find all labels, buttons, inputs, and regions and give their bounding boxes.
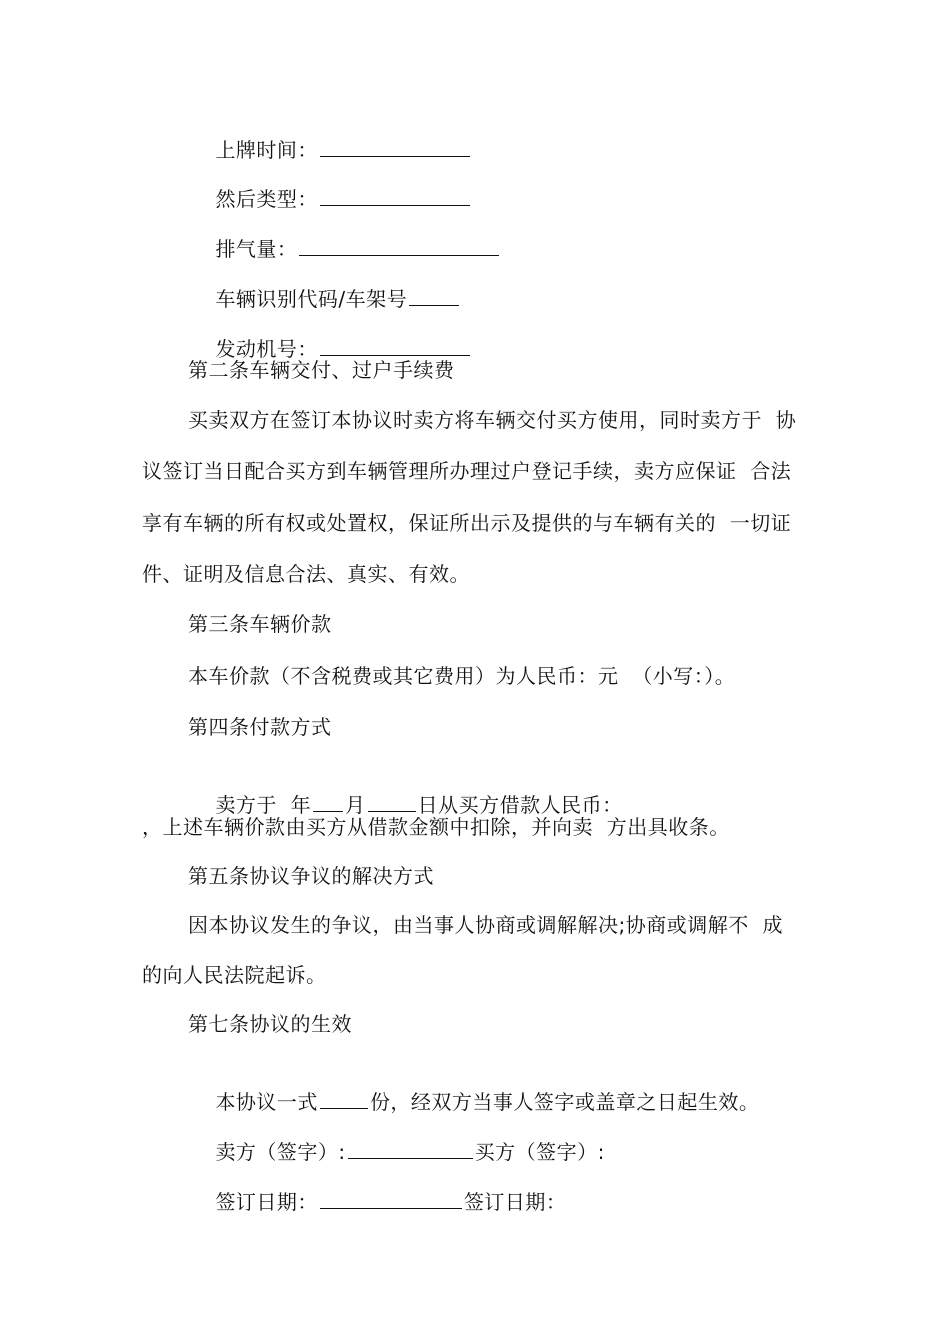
vin-blank <box>409 285 459 306</box>
article5-title: 第五条协议争议的解决方式 <box>188 864 434 888</box>
sign-date-label-2: 签订日期： <box>463 1190 567 1214</box>
buyer-signature-label: 买方（签字）: <box>474 1140 605 1164</box>
article3-title: 第三条车辆价款 <box>188 612 332 636</box>
day-blank <box>368 791 416 812</box>
article2-line-1: 买卖双方在签订本协议时卖方将车辆交付买方使用，同时卖方于 协 <box>188 408 797 432</box>
seller-signature-label: 卖方（签字）: <box>215 1140 346 1164</box>
displacement-blank <box>299 235 499 256</box>
sign-date-label-1: 签订日期： <box>215 1190 318 1214</box>
engine-no-label: 发动机号： <box>215 337 318 361</box>
displacement-label: 排气量： <box>215 237 298 261</box>
article5-line-2: 的向人民法院起诉。 <box>142 963 327 987</box>
sign-date-blank <box>320 1188 462 1209</box>
article4-year: 卖方于 年 <box>215 793 312 817</box>
engine-no-blank <box>320 335 470 356</box>
plate-date-blank <box>320 136 470 157</box>
article7-copies-label: 本协议一式 <box>215 1090 318 1114</box>
plate-date-label: 上牌时间： <box>215 138 318 162</box>
article5-line-1: 因本协议发生的争议，由当事人协商或调解解决;协商或调解不 成 <box>188 913 783 937</box>
vin-label: 车辆识别代码/车架号 <box>215 287 408 311</box>
article2-line-3: 享有车辆的所有权或处置权，保证所出示及提供的与车辆有关的 一切证 <box>142 511 792 535</box>
copies-blank <box>320 1088 368 1109</box>
article4-day: 日从买方借款人民币： <box>417 793 623 817</box>
article4-title: 第四条付款方式 <box>188 715 332 739</box>
article4-line-2: ，上述车辆价款由买方从借款金额中扣除，并向卖 方出具收条。 <box>142 815 730 839</box>
article3-line: 本车价款（不含税费或其它费用）为人民币：元 （小写：）。 <box>188 664 736 688</box>
article2-line-2: 议签订当日配合买方到车辆管理所办理过户登记手续，卖方应保证 合法 <box>142 459 792 483</box>
date-line <box>188 1160 566 1244</box>
fuel-type-label: 然后类型： <box>215 187 318 211</box>
fuel-type-blank <box>320 185 470 206</box>
article4-month: 月 <box>345 793 366 817</box>
month-blank <box>313 791 343 812</box>
article2-line-4: 件、证明及信息合法、真实、有效。 <box>142 562 470 586</box>
article7-effective: 份，经双方当事人签字或盖章之日起生效。 <box>369 1090 760 1114</box>
article7-title: 第七条协议的生效 <box>188 1012 352 1036</box>
seller-signature-blank <box>348 1138 473 1159</box>
article2-title: 第二条车辆交付、过户手续费 <box>188 358 455 382</box>
